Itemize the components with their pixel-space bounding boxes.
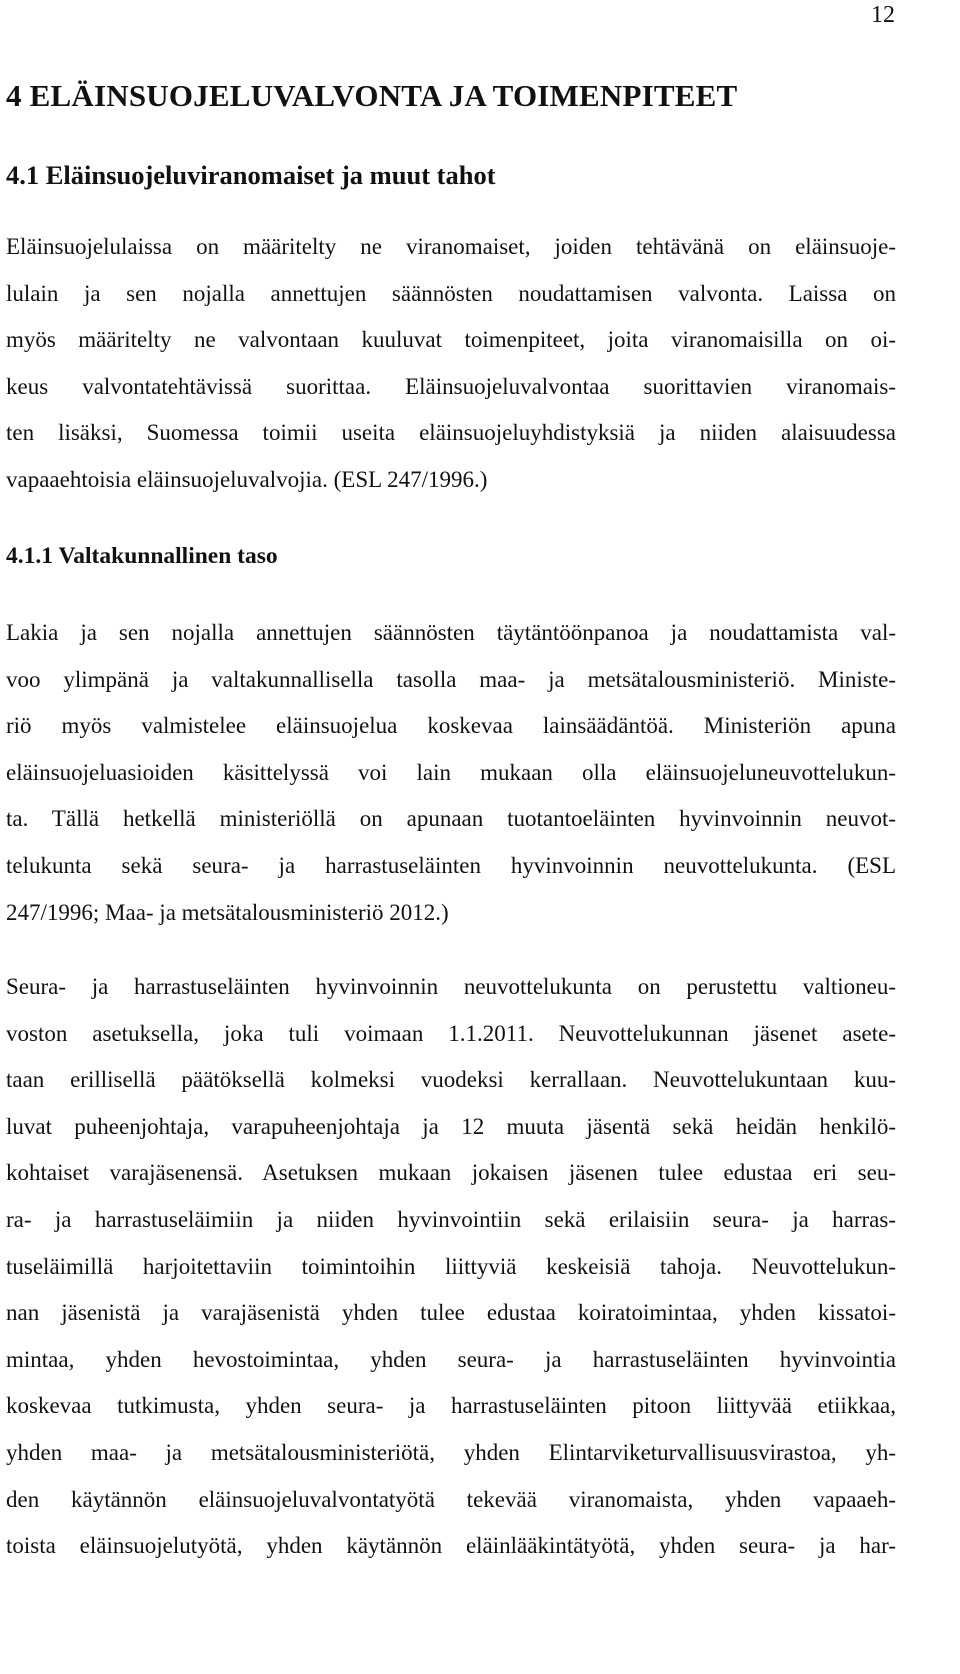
subsection-title: 4.1.1 Valtakunnallinen taso	[6, 543, 278, 569]
paragraph-line: keus valvontatehtävissä suorittaa. Eläinsuojeluvalvontaa suorittavien viranomais-	[6, 373, 896, 399]
paragraph-line: toista eläinsuojelutyötä, yhden käytännön eläinlääkintätyötä, yhden seura- ja har-	[6, 1533, 896, 1559]
paragraph-line: nan jäsenistä ja varajäsenistä yhden tulee edustaa koiratoimintaa, yhden kissatoi-	[6, 1300, 896, 1326]
paragraph-line: Lakia ja sen nojalla annettujen säännösten täytäntöönpanoa ja noudattamista val-	[6, 620, 896, 645]
paragraph-line: kohtaiset varajäsenensä. Asetuksen mukaan jokaisen jäsenen tulee edustaa eri seu-	[6, 1160, 896, 1186]
paragraph-1	[6, 224, 896, 504]
paragraph-line: ten lisäksi, Suomessa toimii useita eläinsuojeluyhdistyksiä ja niiden alaisuudessa	[6, 420, 896, 446]
section-title: 4.1 Eläinsuojeluviranomaiset ja muut tahot	[6, 160, 496, 190]
paragraph-line: voston asetuksella, joka tuli voimaan 1.1.2011. Neuvottelukunnan jäsenet asete-	[6, 1020, 896, 1046]
page-number: 12	[871, 2, 895, 28]
paragraph-line: telukunta sekä seura- ja harrastuseläinten hyvinvoinnin neuvottelukunta. (ESL	[6, 852, 896, 878]
paragraph-line: luvat puheenjohtaja, varapuheenjohtaja ja 12 muuta jäsentä sekä heidän henkilö-	[6, 1113, 896, 1139]
paragraph-line: koskevaa tutkimusta, yhden seura- ja harrastuseläinten pitoon liittyvää etiikkaa,	[6, 1393, 896, 1419]
paragraph-line: ta. Tällä hetkellä ministeriöllä on apunaan tuotantoeläinten hyvinvoinnin neuvot-	[6, 806, 896, 832]
paragraph-line: taan erillisellä päätöksellä kolmeksi vuodeksi kerrallaan. Neuvottelukuntaan kuu-	[6, 1067, 896, 1093]
paragraph-line: Eläinsuojelulaissa on määritelty ne viranomaiset, joiden tehtävänä on eläinsuoje-	[6, 234, 896, 259]
paragraph-line: yhden maa- ja metsätalousministeriötä, yhden Elintarviketurvallisuusvirastoa, yh-	[6, 1439, 896, 1465]
paragraph-line: myös määritelty ne valvontaan kuuluvat toimenpiteet, joita viranomaisilla on oi-	[6, 327, 896, 353]
paragraph-3	[6, 964, 896, 1570]
paragraph-line: voo ylimpänä ja valtakunnallisella tasolla maa- ja metsätalousministeriö. Ministe-	[6, 666, 896, 692]
paragraph-line: 247/1996; Maa- ja metsätalousministeriö 2012.)	[6, 899, 449, 925]
paragraph-line: ra- ja harrastuseläimiin ja niiden hyvinvointiin sekä erilaisiin seura- ja harras-	[6, 1206, 896, 1232]
paragraph-line: riö myös valmistelee eläinsuojelua koskevaa lainsäädäntöä. Ministeriön apuna	[6, 713, 896, 739]
paragraph-line: Seura- ja harrastuseläinten hyvinvoinnin neuvottelukunta on perustettu valtioneu-	[6, 974, 896, 999]
paragraph-line: tuseläimillä harjoitettaviin toimintoihin liittyviä keskeisiä tahoja. Neuvottelukun-	[6, 1253, 896, 1279]
chapter-title: 4 ELÄINSUOJELUVALVONTA JA TOIMENPITEET	[6, 78, 738, 113]
paragraph-2	[6, 610, 896, 936]
paragraph-line: den käytännön eläinsuojeluvalvontatyötä tekevää viranomaista, yhden vapaaeh-	[6, 1486, 896, 1512]
paragraph-line: mintaa, yhden hevostoimintaa, yhden seura- ja harrastuseläinten hyvinvointia	[6, 1346, 896, 1372]
paragraph-line: eläinsuojeluasioiden käsittelyssä voi lain mukaan olla eläinsuojeluneuvottelukun-	[6, 759, 896, 785]
paragraph-line: vapaaehtoisia eläinsuojeluvalvojia. (ESL 247/1996.)	[6, 466, 488, 492]
paragraph-line: lulain ja sen nojalla annettujen säännösten noudattamisen valvonta. Laissa on	[6, 280, 896, 306]
